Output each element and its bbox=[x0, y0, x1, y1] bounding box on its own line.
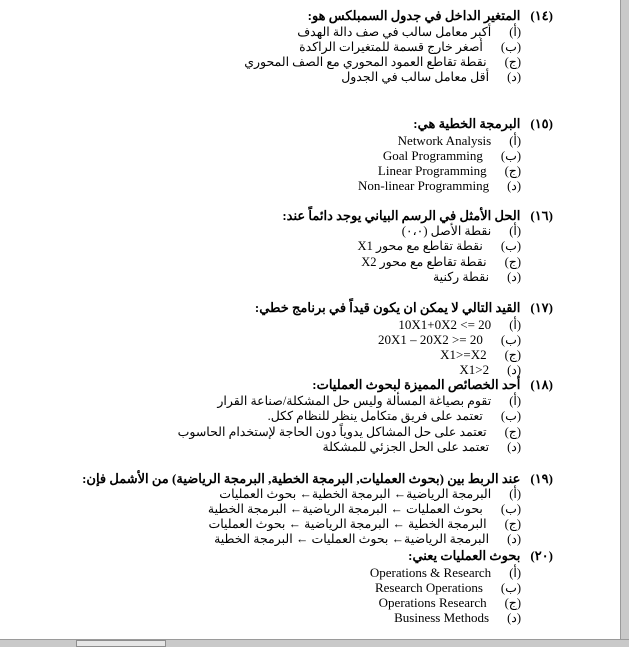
option-20-c bbox=[379, 595, 521, 611]
question-number: (٢٠) bbox=[530, 548, 553, 563]
horizontal-scrollbar[interactable] bbox=[0, 639, 629, 647]
option-text: نقطة الأصل (٠،٠) bbox=[401, 224, 492, 238]
option-16-c bbox=[361, 255, 521, 270]
option-text: Network Analysis bbox=[397, 133, 492, 148]
option-mark: (د) bbox=[507, 270, 521, 284]
option-text: البرمجة الخطية ← البرمجة الرياضية ← بحوث العمليات bbox=[208, 517, 487, 531]
option-mark: (أ) bbox=[509, 566, 521, 580]
option-16-d bbox=[433, 270, 521, 285]
option-18-d bbox=[322, 440, 521, 455]
vertical-scrollbar[interactable] bbox=[620, 0, 629, 647]
option-17-d bbox=[459, 362, 521, 378]
option-mark: (د) bbox=[507, 363, 521, 377]
option-mark: (ج) bbox=[504, 348, 521, 362]
option-15-a bbox=[398, 133, 521, 149]
option-mark: (ج) bbox=[504, 55, 521, 69]
option-14-a bbox=[297, 25, 521, 40]
option-text: Operations Research bbox=[378, 595, 487, 610]
option-20-d bbox=[394, 610, 521, 626]
option-19-a bbox=[219, 487, 521, 502]
option-16-a bbox=[402, 224, 521, 239]
option-text: Goal Programming bbox=[382, 148, 483, 163]
option-text: البرمجة الرياضية← بحوث العمليات ← البرمجة الخطية bbox=[214, 532, 490, 546]
option-mark: (ب) bbox=[500, 502, 521, 516]
option-mark: (أ) bbox=[509, 487, 521, 501]
question-text: بحوث العمليات يعني: bbox=[408, 548, 521, 563]
question-number: (١٨) bbox=[530, 377, 553, 392]
option-text: Non-linear Programming bbox=[358, 178, 490, 193]
option-17-a bbox=[398, 317, 521, 333]
option-text: نقطة تقاطع العمود المحوري مع الصف المحوري bbox=[244, 55, 487, 69]
option-mark: (ب) bbox=[500, 581, 521, 595]
option-15-d bbox=[358, 178, 521, 194]
option-19-d bbox=[214, 532, 521, 547]
option-18-a bbox=[217, 394, 521, 409]
option-mark: (د) bbox=[507, 179, 521, 193]
option-mark: (ب) bbox=[500, 149, 521, 163]
question-14 bbox=[308, 8, 553, 23]
option-mark: (ج) bbox=[504, 517, 521, 531]
option-text: نقطة تقاطع مع محور X1 bbox=[357, 239, 483, 253]
option-text: تعتمد على الحل الجزئي للمشكلة bbox=[322, 440, 490, 454]
option-15-c bbox=[378, 163, 521, 179]
option-text: نقطة تقاطع مع محور X2 bbox=[361, 255, 487, 269]
option-text: 20X1 – 20X2 >= 20 bbox=[377, 332, 483, 347]
option-mark: (د) bbox=[507, 70, 521, 84]
option-mark: (ب) bbox=[500, 40, 521, 54]
question-text: القيد التالي لا يمكن ان يكون قيداً في برنامج خطي: bbox=[254, 300, 521, 315]
option-text: X1>=X2 bbox=[440, 347, 487, 362]
option-mark: (أ) bbox=[509, 318, 521, 332]
option-mark: (ج) bbox=[504, 596, 521, 610]
option-19-c bbox=[208, 517, 521, 532]
option-19-b bbox=[208, 502, 521, 517]
question-number: (١٦) bbox=[530, 208, 553, 223]
option-17-c bbox=[440, 347, 521, 363]
option-17-b bbox=[378, 332, 521, 348]
option-text: تقوم بصياغة المسألة وليس حل المشكلة/صناعة القرار bbox=[217, 394, 492, 408]
option-mark: (د) bbox=[507, 440, 521, 454]
option-text: البرمجة الرياضية← البرمجة الخطية← بحوث العمليات bbox=[219, 487, 492, 501]
option-mark: (أ) bbox=[509, 224, 521, 238]
option-text: Operations & Research bbox=[369, 565, 492, 580]
question-number: (١٧) bbox=[530, 300, 553, 315]
option-text: نقطة ركنية bbox=[432, 270, 490, 284]
question-text: الحل الأمثل في الرسم البياني يوجد دائماً عند: bbox=[282, 208, 521, 223]
option-text: X1>2 bbox=[459, 362, 490, 377]
option-mark: (ب) bbox=[500, 333, 521, 347]
option-18-b bbox=[268, 409, 521, 424]
option-mark: (أ) bbox=[509, 134, 521, 148]
option-text: تعتمد على حل المشاكل يدوياً دون الحاجة لإستخدام الحاسوب bbox=[177, 425, 487, 439]
question-text: المتغير الداخل في جدول السمبلكس هو: bbox=[307, 8, 521, 23]
option-text: Research Operations bbox=[374, 580, 483, 595]
question-number: (١٥) bbox=[530, 116, 553, 131]
option-18-c bbox=[178, 425, 521, 440]
option-14-d bbox=[341, 70, 521, 85]
option-20-b bbox=[375, 580, 521, 596]
question-number: (١٤) bbox=[530, 8, 553, 23]
option-text: 10X1+0X2 <= 20 bbox=[398, 317, 492, 332]
option-mark: (ج) bbox=[504, 164, 521, 178]
option-mark: (ج) bbox=[504, 425, 521, 439]
scrollbar-thumb[interactable] bbox=[76, 640, 166, 647]
question-15 bbox=[413, 116, 553, 131]
question-18 bbox=[312, 377, 553, 392]
option-mark: (أ) bbox=[509, 25, 521, 39]
question-text: أحد الخصائص المميزة لبحوث العمليات: bbox=[312, 377, 521, 392]
option-text: أكبر معامل سالب في صف دالة الهدف bbox=[297, 25, 492, 39]
question-text: البرمجة الخطية هي: bbox=[413, 116, 521, 131]
option-mark: (أ) bbox=[509, 394, 521, 408]
option-text: بحوث العمليات ← البرمجة الرياضية← البرمجة الخطية bbox=[207, 502, 483, 516]
option-mark: (ب) bbox=[500, 409, 521, 423]
option-text: أصغر خارج قسمة للمتغيرات الراكدة bbox=[299, 40, 483, 54]
question-19 bbox=[82, 471, 553, 486]
option-text: تعتمد على فريق متكامل ينظر للنظام ككل. bbox=[267, 409, 483, 423]
option-text: Linear Programming bbox=[377, 163, 487, 178]
question-17 bbox=[255, 300, 553, 315]
option-mark: (د) bbox=[507, 611, 521, 625]
option-20-a bbox=[370, 565, 521, 581]
question-number: (١٩) bbox=[530, 471, 553, 486]
option-mark: (ج) bbox=[504, 255, 521, 269]
option-mark: (د) bbox=[507, 532, 521, 546]
option-14-b bbox=[299, 40, 521, 55]
question-20 bbox=[408, 548, 553, 563]
option-mark: (ب) bbox=[500, 239, 521, 253]
option-text: Business Methods bbox=[394, 610, 490, 625]
question-text: عند الربط بين (بحوث العمليات, البرمجة الخطية, البرمجة الرياضية) من الأشمل فإن: bbox=[82, 471, 521, 486]
option-16-b bbox=[358, 239, 521, 254]
question-16 bbox=[282, 208, 553, 223]
option-text: أقل معامل سالب في الجدول bbox=[341, 70, 490, 84]
option-14-c bbox=[244, 55, 521, 70]
option-15-b bbox=[383, 148, 521, 164]
